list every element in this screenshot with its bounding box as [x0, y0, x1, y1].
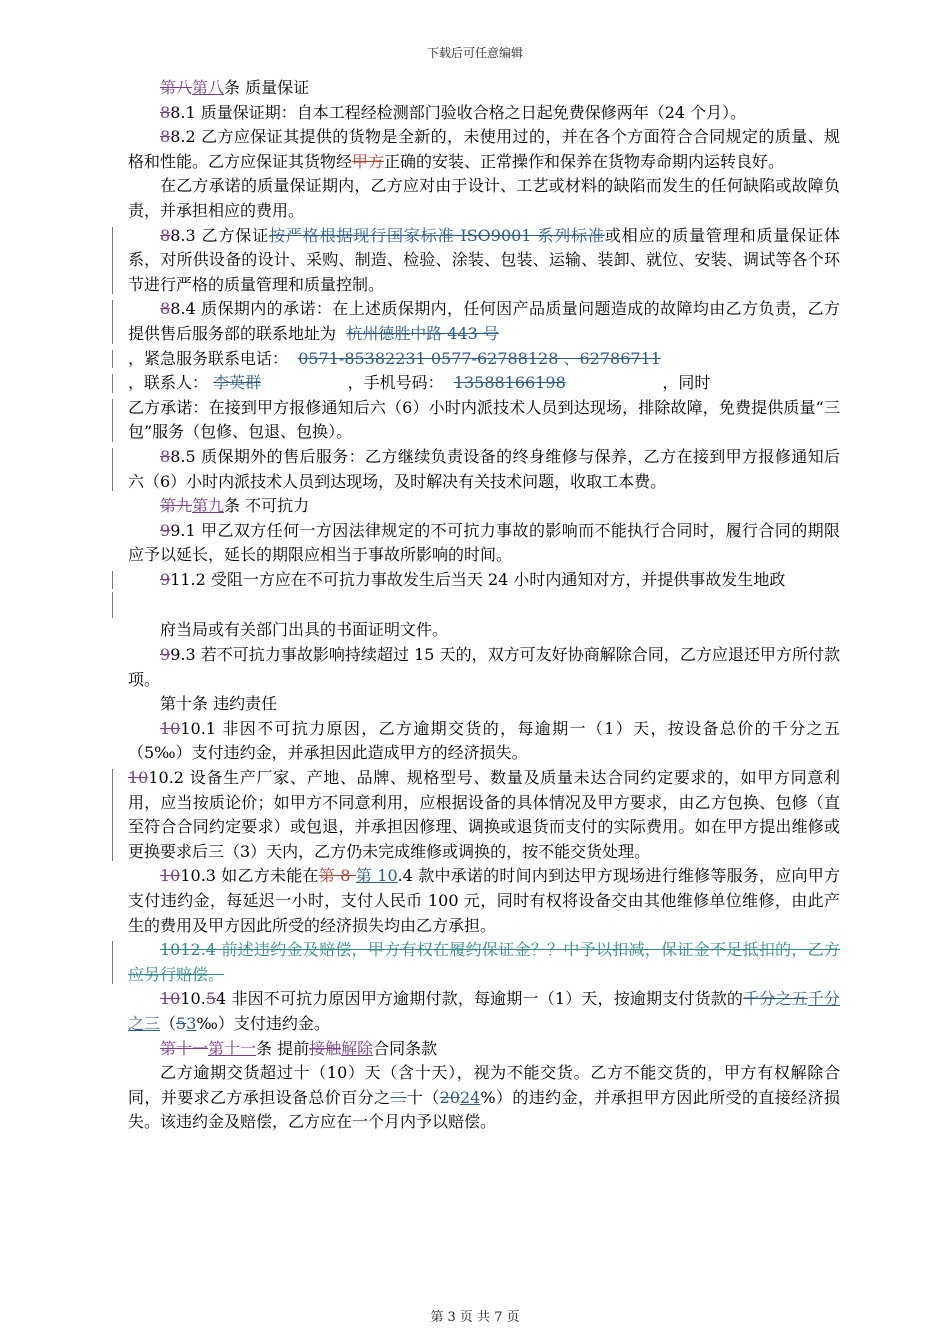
article10-para-1: 1010.1 非因不可抗力原因，乙方逾期交货的，每逾期一（1）天，按设备总价的千分之五（5‰）支付违约金，并承担因此造成甲方的经济损失。 [128, 718, 840, 763]
article9-para-1: 99.1 甲乙双方任何一方因法律规定的不可抗力事故的影响而不能执行合同时，履行合同的期限应予以延长，延长的期限应相当于事故所影响的时间。 [128, 520, 840, 565]
article8-para-1: 88.1 质量保证期：自本工程经检测部门验收合格之日起免费保修两年（24 个月）。 [160, 102, 747, 122]
tracked-deletion: 1012.4 前述违约金及赔偿，甲方有权在履约保证金？？中予以扣减，保证金不足抵扣的，乙方应另行赔偿。 [128, 940, 840, 984]
contact-field: 李英群 [213, 373, 262, 393]
document-body [128, 76, 840, 1135]
article10-para-5: 1010.54 非因不可抗力原因甲方逾期付款，每逾期一（1）天，按逾期支付货款的千分之五千分之三（53‰）支付违约金。 [128, 989, 840, 1033]
article10-para-3: 1010.3 如乙方未能在第 8 第 10.4 款中承诺的时间内到达甲方现场进行维修等服务，应向甲方支付违约金，每延迟一小时，支付人民币 100 元，同时有权将设备交由其他维修单位维修，由此产生的费用及甲方因此所受的经济损失均由乙方承担。 [128, 866, 840, 935]
mobile-field: 13588166198 [453, 373, 566, 393]
article8-para-5-contact: ，联系人： 李英群 ，手机号码： 13588166198 ，同时 [128, 371, 840, 396]
article8-para-6: 88.5 质保期外的售后服务：乙方继续负责设备的终身维修与保养，乙方在接到甲方报修通知后六（6）小时内派技术人员到达现场，及时解决有关技术问题，收取工本费。 [128, 445, 840, 494]
article8-title: 第八第八条 质量保证 [160, 78, 310, 97]
tracked-deletion: 按严格根据现行国家标准 ISO9001 系列标准 [269, 225, 605, 245]
article10-title: 第十条 违约责任 [160, 694, 278, 714]
article8-para-5-phone: ，紧急服务联系电话： 0571-85382231 0577-62788128 、62786711 [128, 347, 840, 372]
address-field: 杭州德胜中路 443 号 [346, 323, 499, 343]
article10-para-2: 1010.2 设备生产厂家、产地、品牌、规格型号、数量及质量未达合同约定要求的，如甲方同意利用，应当按质论价；如甲方不同意利用，应根据设备的具体情况及甲方要求，由乙方包换、包修（直至符合合同约定要求）或包退，并承担因修理、调换或退货而支付的实际费用。如在甲方提出维修或更换要求后三（3）天内，乙方仍未完成维修或调换的，按不能交货处理。 [128, 766, 840, 864]
article8-para-3: 在乙方承诺的质量保证期内，乙方应对由于设计、工艺或材料的缺陷而发生的任何缺陷或故障负责，并承担相应的费用。 [128, 176, 840, 220]
tracked-deletion: 甲方 [352, 151, 385, 171]
article11-title: 第十一第十一条 提前接触解除合同条款 [160, 1038, 438, 1058]
article9-para-2: 911.2 受阻一方应在不可抗力事故发生后当天 24 小时内通知对方，并提供事故发生地政 [128, 568, 840, 593]
page-footer: 第 3 页 共 7 页 [430, 1310, 520, 1325]
article9-para-2-cont: 府当局或有关部门出具的书面证明文件。 [160, 620, 449, 640]
page-break-gap [128, 592, 840, 618]
article8-para-5: 88.4 质保期内的承诺：在上述质保期内，任何因产品质量问题造成的故障均由乙方负责，乙方提供售后服务部的联系地址为 杭州德胜中路 443 号 [128, 297, 840, 346]
article11-para-1: 乙方逾期交货超过十（10）天（含十天），视为不能交货。乙方不能交货的，甲方有权解除合同，并要求乙方承担设备总价百分之二十（2024%）的违约金，并承担甲方因此所受的直接经济损失。该违约金及赔偿，乙方应在一个月内予以赔偿。 [128, 1063, 840, 1132]
tracked-insertion: 第八 [192, 78, 225, 97]
phone-field: 0571-85382231 0577-62788128 、62786711 [298, 348, 661, 368]
article8-para-4: 88.3 乙方保证按严格根据现行国家标准 ISO9001 系列标准或相应的质量管理和质量保证体系，对所供设备的设计、采购、制造、检验、涂装、包装、运输、装卸、就位、安装、调试等各个环节进行严格的质量管理和质量控制。 [128, 224, 840, 298]
article9-para-3: 99.3 若不可抗力事故影响持续超过 15 天的，双方可友好协商解除合同，乙方应退还甲方所付款项。 [128, 645, 840, 689]
article8-para-2: 88.2 乙方应保证其提供的货物是全新的，未使用过的，并在各个方面符合合同规定的质量、规格和性能。乙方应保证其货物经甲方正确的安装、正常操作和保养在货物寿命期内运转良好。 [128, 127, 840, 171]
article8-para-5-cont: 乙方承诺：在接到甲方报修通知后六（6）小时内派技术人员到达现场，排除故障，免费提供质量“三包”服务（包修、包退、包换）。 [128, 396, 840, 445]
article10-para-4-deleted [128, 938, 840, 987]
tracked-deletion: 第八 [160, 78, 193, 97]
article9-title: 第九第九条 不可抗力 [160, 496, 310, 516]
page-header: 下载后可任意编辑 [426, 46, 523, 60]
